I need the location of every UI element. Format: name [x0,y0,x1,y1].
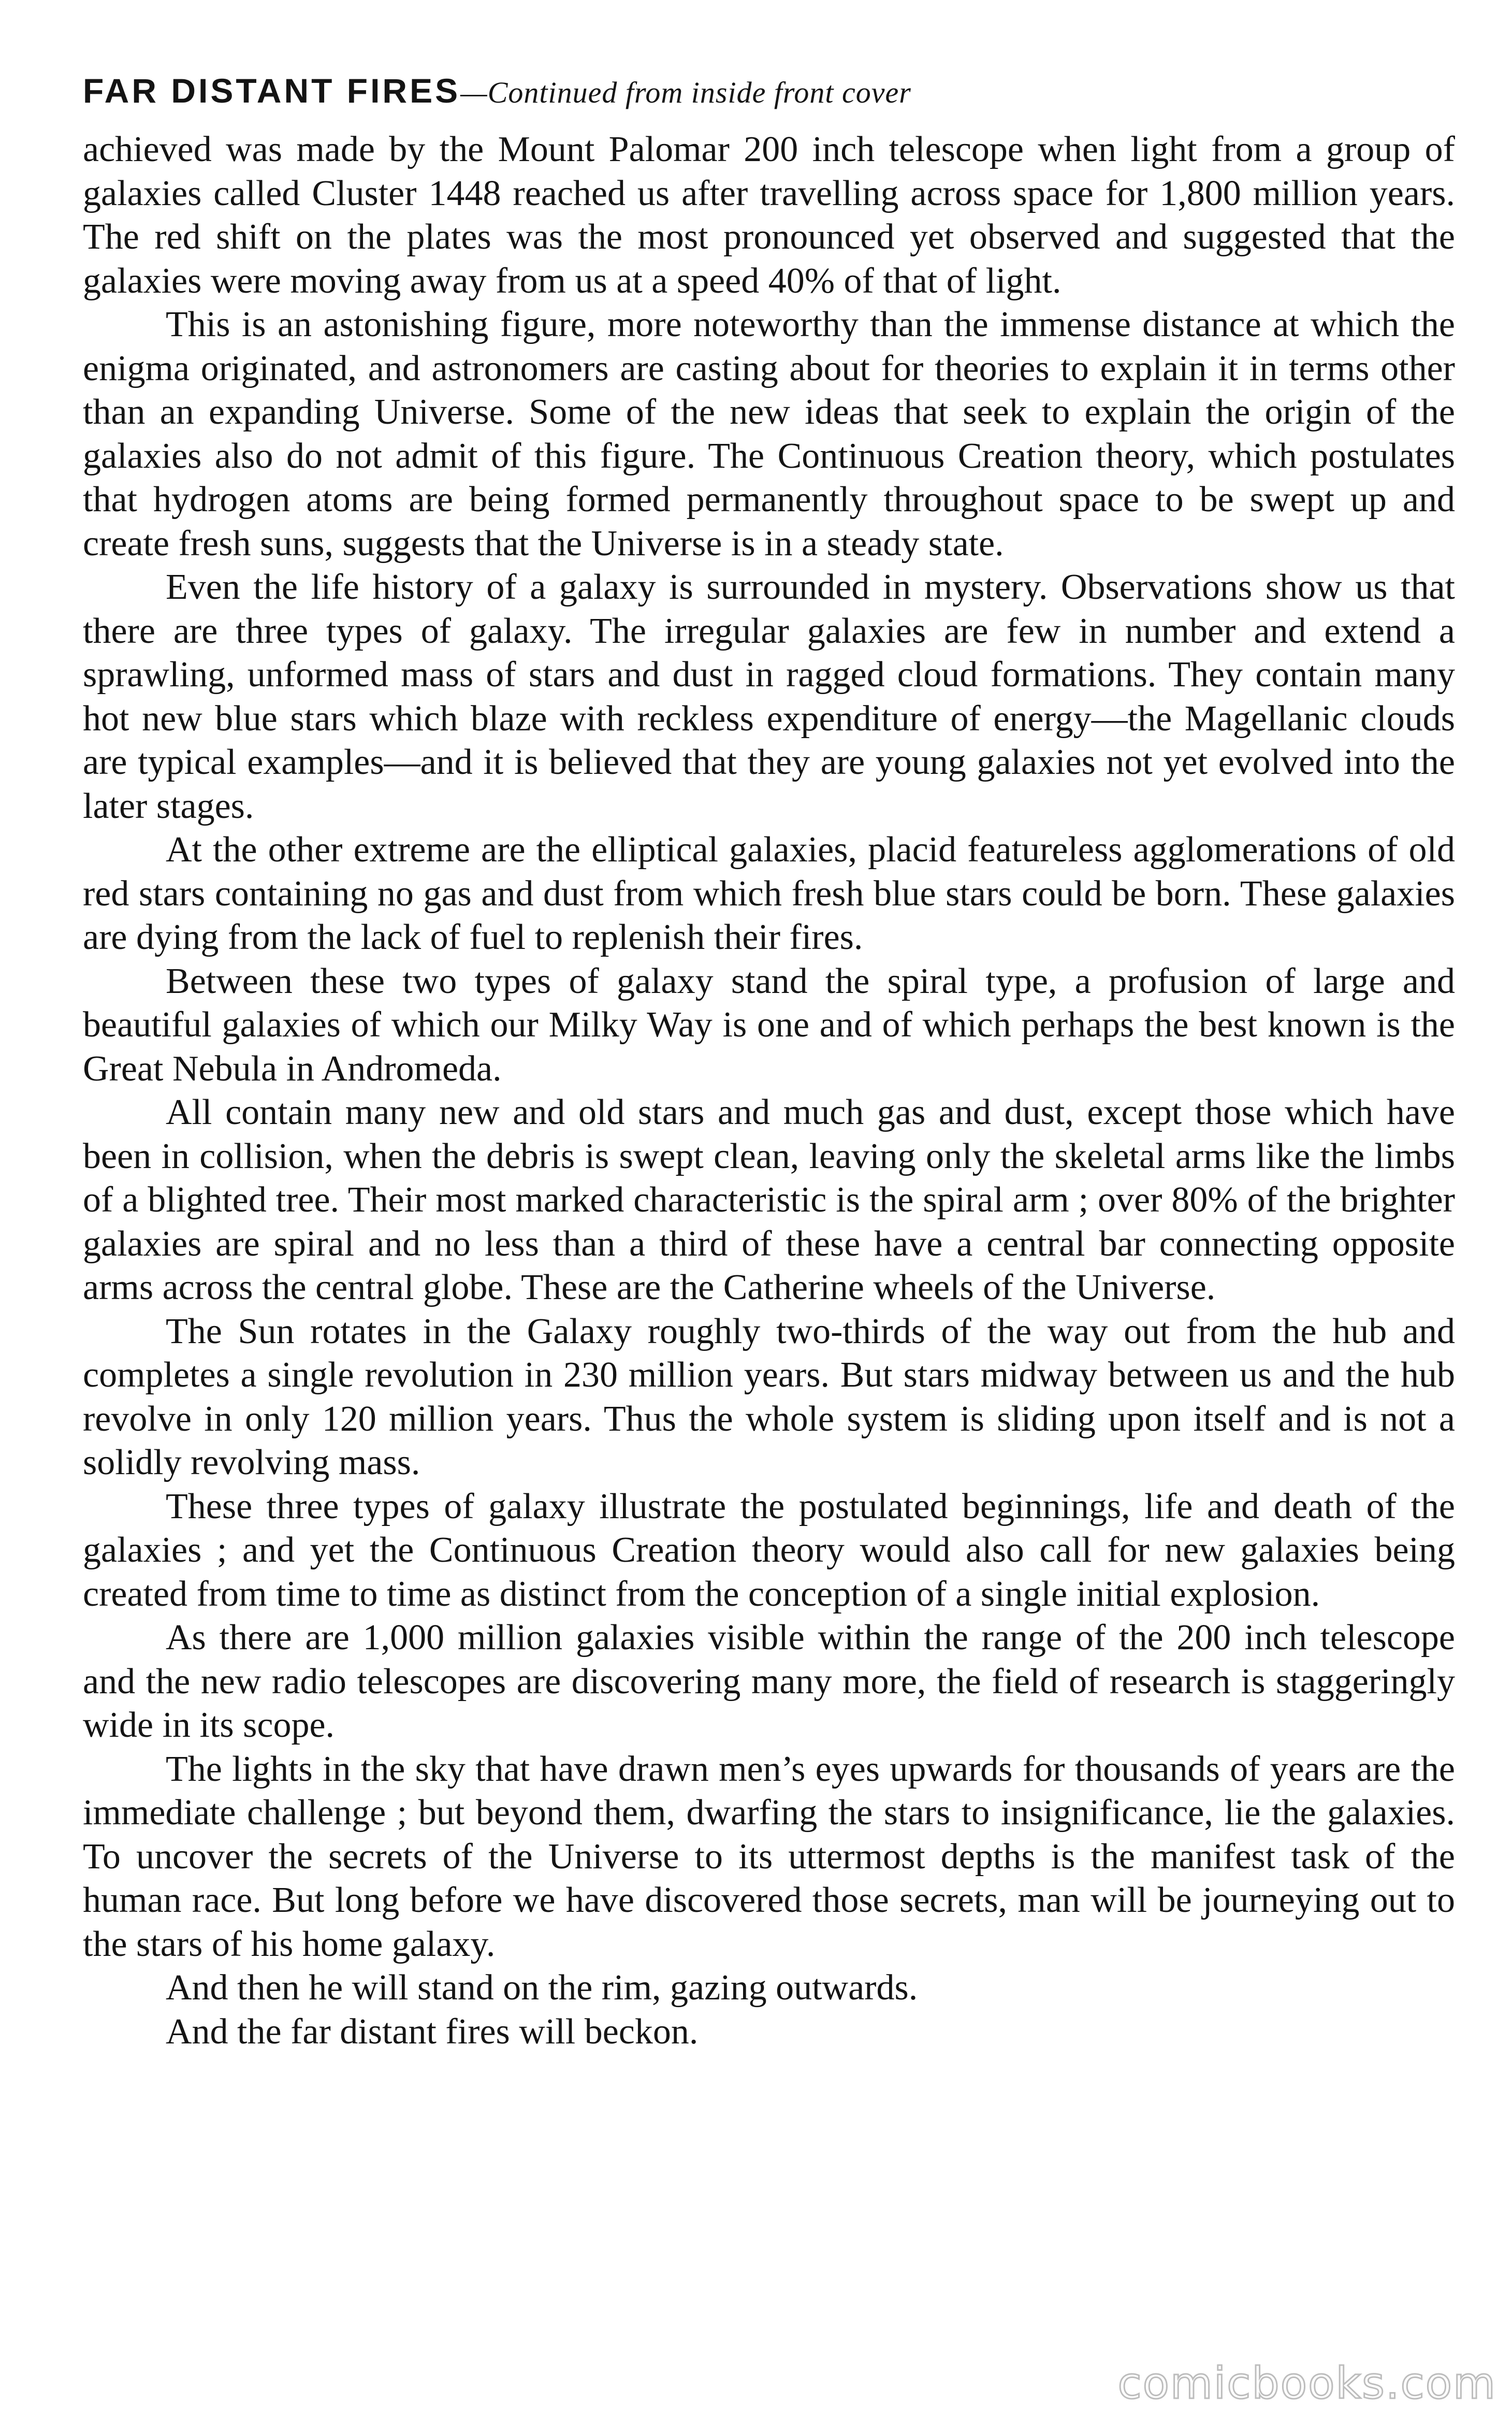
paragraph: Between these two types of galaxy stand the spiral type, a profusion of large and beautiful galaxies of which our Milky Way is one and of which perhaps the best known is the Great Nebula in Andromeda. [83,961,1455,1089]
paragraph: achieved was made by the Mount Palomar 200 inch telescope when light from a group of galaxies called Cluster 1448 reached us after travelling across space for 1,800 million years. The red shift on the plates was the most pronounced yet observed and suggested that the galaxies were moving away from us at a speed 40% of that of light. [83,129,1455,301]
paragraph: These three types of galaxy illustrate the postulated beginnings, life and death of the galaxies ; and yet the Continuous Creation theory would also call for new galaxies being created from time to time as distinct from the conception of a single initial explosion. [83,1486,1455,1614]
article-heading [83,67,1455,124]
paragraph: At the other extreme are the elliptical galaxies, placid featureless agglomerations of old red stars containing no gas and dust from which fresh blue stars could be born. These galaxies are dying from the lack of fuel to replenish their fires. [83,830,1455,957]
paragraph: The Sun rotates in the Galaxy roughly two-thirds of the way out from the hub and completes a single revolution in 230 million years. But stars midway between us and the hub revolve in only 120 million years. Thus the whole system is sliding upon itself and is not a solidly revolving mass. [83,1311,1455,1482]
paragraph: As there are 1,000 million galaxies visible within the range of the 200 inch telescope and the new radio telescopes are discovering many more, the field of research is staggeringly wide in its scope. [83,1618,1455,1745]
paragraph: The lights in the sky that have drawn men’s eyes upwards for thousands of years are the immediate challenge ; but beyond them, dwarfing the stars to insignificance, lie the galaxies. To uncover the secrets of the Universe to its uttermost depths is the manifest task of the human race. But long before we have discovered those secrets, man will be journeying out to the stars of his home galaxy. [83,1749,1455,1964]
article [83,67,1455,2054]
closing-line: And then he will stand on the rim, gazing outwards. [166,1968,918,2008]
site-watermark: comicbooks.com [1117,2358,1496,2409]
article-title: FAR DISTANT FIRES [83,71,461,110]
closing-line: And the far distant fires will beckon. [166,2011,699,2052]
article-body [83,128,1455,2054]
paragraph: All contain many new and old stars and much gas and dust, except those which have been in collision, when the debris is swept clean, leaving only the skeletal arms like the limbs of a blighted tree. Their most marked characteristic is the spiral arm ; over 80% of the brighter galaxies are spiral and no less than a third of these have a central bar connecting opposite arms across the central globe. These are the Catherine wheels of the Universe. [83,1092,1455,1307]
paragraph: Even the life history of a galaxy is surrounded in mystery. Observations show us that there are three types of galaxy. The irregular galaxies are few in number and extend a sprawling, unformed mass of stars and dust in ragged cloud formations. They contain many hot new blue stars which blaze with reckless expenditure of energy—the Magellanic clouds are typical examples—and it is believed that they are young galaxies not yet evolved into the later stages. [83,567,1455,826]
paragraph: This is an astonishing figure, more noteworthy than the immense distance at which the enigma originated, and astronomers are casting about for theories to explain it in terms other than an expanding Universe. Some of the new ideas that seek to explain the origin of the galaxies also do not admit of this figure. The Continuous Creation theory, which postulates that hydrogen atoms are being formed permanently throughout space to be swept up and create fresh suns, suggests that the Universe is in a steady state. [83,305,1455,564]
continuation-note: —Continued from inside front cover [460,76,911,109]
